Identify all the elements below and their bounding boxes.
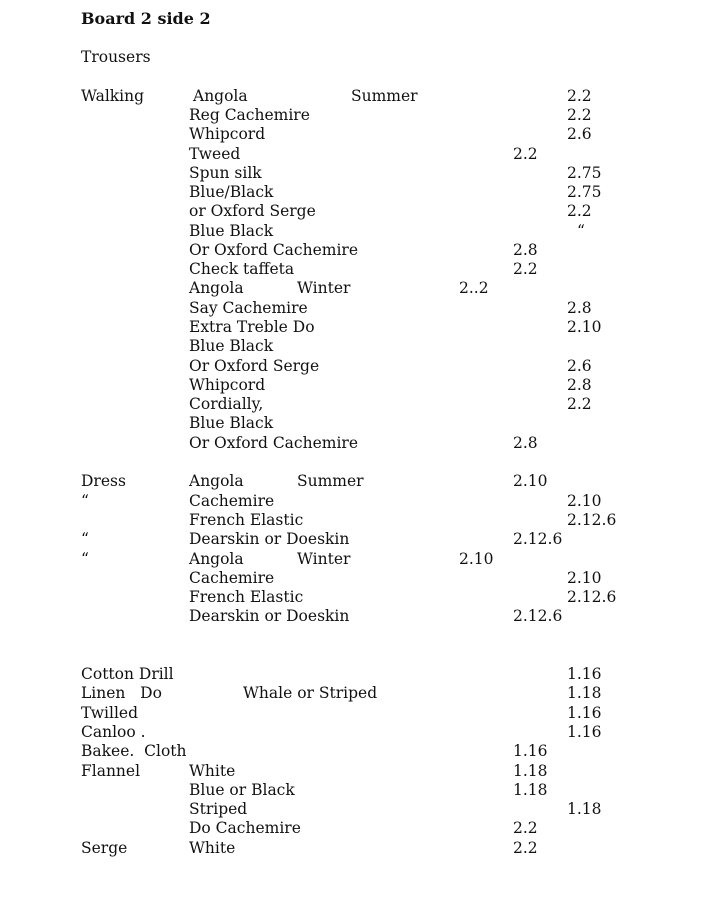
material-label: White — [189, 839, 236, 857]
price-value: 2.10 — [567, 492, 602, 510]
section-heading: Trousers — [81, 48, 151, 66]
material-label: Or Oxford Cachemire — [189, 241, 358, 259]
material-label: Or Oxford Cachemire — [189, 434, 358, 452]
material-label: Blue or Black — [189, 781, 295, 799]
material-label: Blue Black — [189, 222, 274, 240]
material-label: Blue Black — [189, 414, 274, 432]
price-value: 2.12.6 — [513, 530, 563, 548]
category-label: “ — [81, 492, 89, 510]
season-label: Summer — [351, 87, 418, 105]
season-label: Summer — [297, 472, 364, 490]
material-label: Check taffeta — [189, 260, 295, 278]
material-label: French Elastic — [189, 511, 304, 529]
price-value: 2.2 — [567, 202, 592, 220]
material-label: Cachemire — [189, 569, 275, 587]
material-label: White — [189, 762, 236, 780]
material-label: Extra Treble Do — [189, 318, 315, 336]
material-label: Striped — [189, 800, 248, 818]
category-label: Cotton Drill — [81, 665, 174, 683]
category-label: Canloo . — [81, 723, 146, 741]
price-value: 2.2 — [567, 106, 592, 124]
material-label: Tweed — [189, 145, 241, 163]
material-label: Angola — [193, 87, 248, 105]
price-value: 2.2 — [513, 145, 538, 163]
category-label: Linen Do — [81, 684, 162, 702]
material-label: Blue Black — [189, 337, 274, 355]
material-label: Angola — [189, 472, 244, 490]
material-label: Do Cachemire — [189, 819, 301, 837]
category-label: Twilled — [81, 704, 139, 722]
material-label: Blue/Black — [189, 183, 274, 201]
price-value: 1.16 — [567, 723, 602, 741]
price-value: 2.12.6 — [567, 588, 617, 606]
price-value: 2.10 — [567, 318, 602, 336]
price-value: 2.6 — [567, 125, 592, 143]
material-label: Cachemire — [189, 492, 275, 510]
material-label: Angola — [189, 279, 244, 297]
material-label: Or Oxford Serge — [189, 357, 320, 375]
price-value: 2.10 — [459, 550, 494, 568]
price-value: 2.2 — [513, 260, 538, 278]
season-label: Winter — [297, 279, 351, 297]
price-value: 1.16 — [567, 704, 602, 722]
material-label: Dearskin or Doeskin — [189, 530, 350, 548]
page-title: Board 2 side 2 — [81, 9, 211, 28]
price-value: 1.18 — [567, 684, 602, 702]
price-value: 2.2 — [513, 839, 538, 857]
price-value: “ — [577, 222, 585, 240]
price-value: 2.8 — [513, 434, 538, 452]
price-value: 2.8 — [567, 299, 592, 317]
category-label: Bakee. Cloth — [81, 742, 187, 760]
price-value: 2.12.6 — [567, 511, 617, 529]
price-value: 2.2 — [567, 87, 592, 105]
material-label: Angola — [189, 550, 244, 568]
category-label: Flannel — [81, 762, 141, 780]
material-label: Whipcord — [189, 125, 266, 143]
price-value: 2.10 — [513, 472, 548, 490]
category-label: “ — [81, 550, 89, 568]
category-label: Serge — [81, 839, 128, 857]
material-label: Dearskin or Doeskin — [189, 607, 350, 625]
price-value: 2.2 — [513, 819, 538, 837]
price-value: 1.16 — [567, 665, 602, 683]
material-label: Say Cachemire — [189, 299, 308, 317]
price-value: 1.18 — [513, 781, 548, 799]
price-value: 2.75 — [567, 183, 602, 201]
category-label: Walking — [81, 87, 145, 105]
season-label: Winter — [297, 550, 351, 568]
material-label: Cordially, — [189, 395, 264, 413]
price-value: 1.16 — [513, 742, 548, 760]
price-value: 2.8 — [567, 376, 592, 394]
price-value: 2.75 — [567, 164, 602, 182]
category-label: Dress — [81, 472, 126, 490]
material-label: Reg Cachemire — [189, 106, 310, 124]
material-label: Spun silk — [189, 164, 262, 182]
price-value: 1.18 — [513, 762, 548, 780]
price-value: 2..2 — [459, 279, 489, 297]
price-value: 2.8 — [513, 241, 538, 259]
price-value: 2.2 — [567, 395, 592, 413]
category-label: “ — [81, 530, 89, 548]
material-label: French Elastic — [189, 588, 304, 606]
price-value: 2.6 — [567, 357, 592, 375]
price-value: 2.10 — [567, 569, 602, 587]
price-value: 1.18 — [567, 800, 602, 818]
price-value: 2.12.6 — [513, 607, 563, 625]
material-label: or Oxford Serge — [189, 202, 316, 220]
season-label: Whale or Striped — [243, 684, 378, 702]
material-label: Whipcord — [189, 376, 266, 394]
